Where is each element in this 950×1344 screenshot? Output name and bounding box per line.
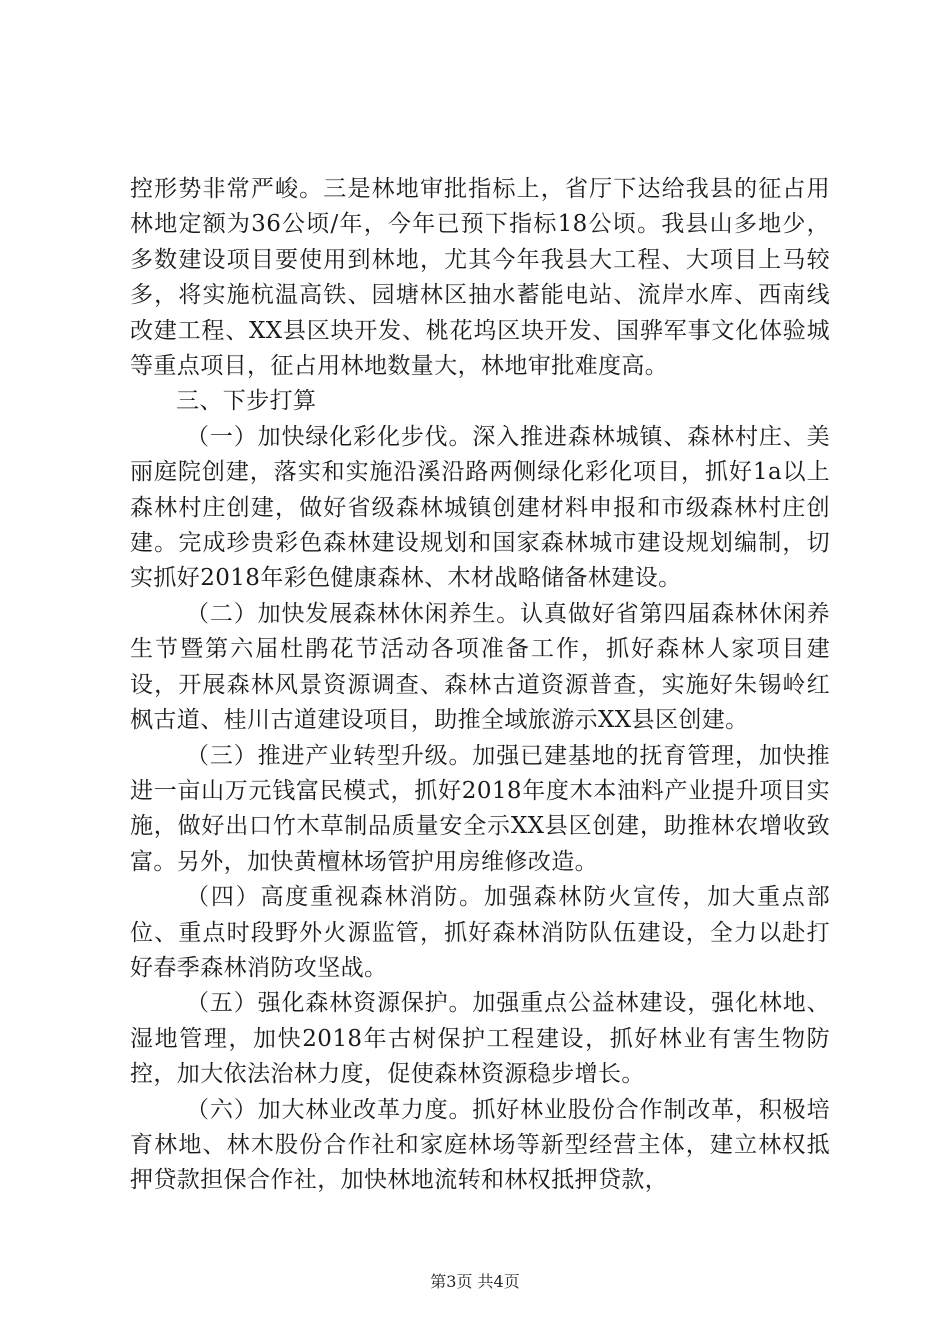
paragraph-item-6: （六）加大林业改革力度。抓好林业股份合作制改革，积极培育林地、林木股份合作社和家庭林场等新型经营主体，建立林权抵押贷款担保合作社，加快林地流转和林权抵押贷款，	[130, 1096, 830, 1194]
paragraph-item-5: （五）强化森林资源保护。加强重点公益林建设，强化林地、湿地管理，加快2018年古树保护工程建设，抓好林业有害生物防控，加大依法治林力度，促使森林资源稳步增长。	[130, 990, 830, 1088]
section-heading: 三、下步打算	[176, 388, 317, 415]
paragraph-continuation: 控形势非常严峻。三是林地审批指标上，省厅下达给我县的征占用林地定额为36公顷/年，今年已预下指标18公顷。我县山多地少，多数建设项目要使用到林地，尤其今年我县大工程、大项目上马较多，将实施杭温高铁、园塘林区抽水蓄能电站、流岸水库、西南线改建工程、XX县区块开发、桃花坞区块开发、国骅军事文化体验城等重点项目，征占用林地数量大，林地审批难度高。	[130, 176, 830, 380]
paragraph-item-3: （三）推进产业转型升级。加强已建基地的抚育管理，加快推进一亩山万元钱富民模式，抓好2018年度木本油料产业提升项目实施，做好出口竹木草制品质量安全示XX县区创建，助推林农增收致富。另外，加快黄檀林场管护用房维修改造。	[130, 742, 830, 875]
paragraph-item-2: （二）加快发展森林休闲养生。认真做好省第四届森林休闲养生节暨第六届杜鹃花节活动各项准备工作，抓好森林人家项目建设，开展森林风景资源调查、森林古道资源普查，实施好朱锡岭红枫古道、桂川古道建设项目，助推全域旅游示XX县区创建。	[130, 600, 830, 734]
document-body	[130, 172, 830, 1199]
paragraph-item-1: （一）加快绿化彩化步伐。深入推进森林城镇、森林村庄、美丽庭院创建，落实和实施沿溪沿路两侧绿化彩化项目，抓好1a以上森林村庄创建，做好省级森林城镇创建材料申报和市级森林村庄创建。完成珍贵彩色森林建设规划和国家森林城市建设规划编制，切实抓好2018年彩色健康森林、木材战略储备林建设。	[130, 423, 830, 592]
page-footer: 第3页 共4页	[430, 1272, 520, 1291]
paragraph-item-4: （四）高度重视森林消防。加强森林防火宣传，加大重点部位、重点时段野外火源监管，抓好森林消防队伍建设，全力以赴打好春季森林消防攻坚战。	[130, 884, 830, 981]
